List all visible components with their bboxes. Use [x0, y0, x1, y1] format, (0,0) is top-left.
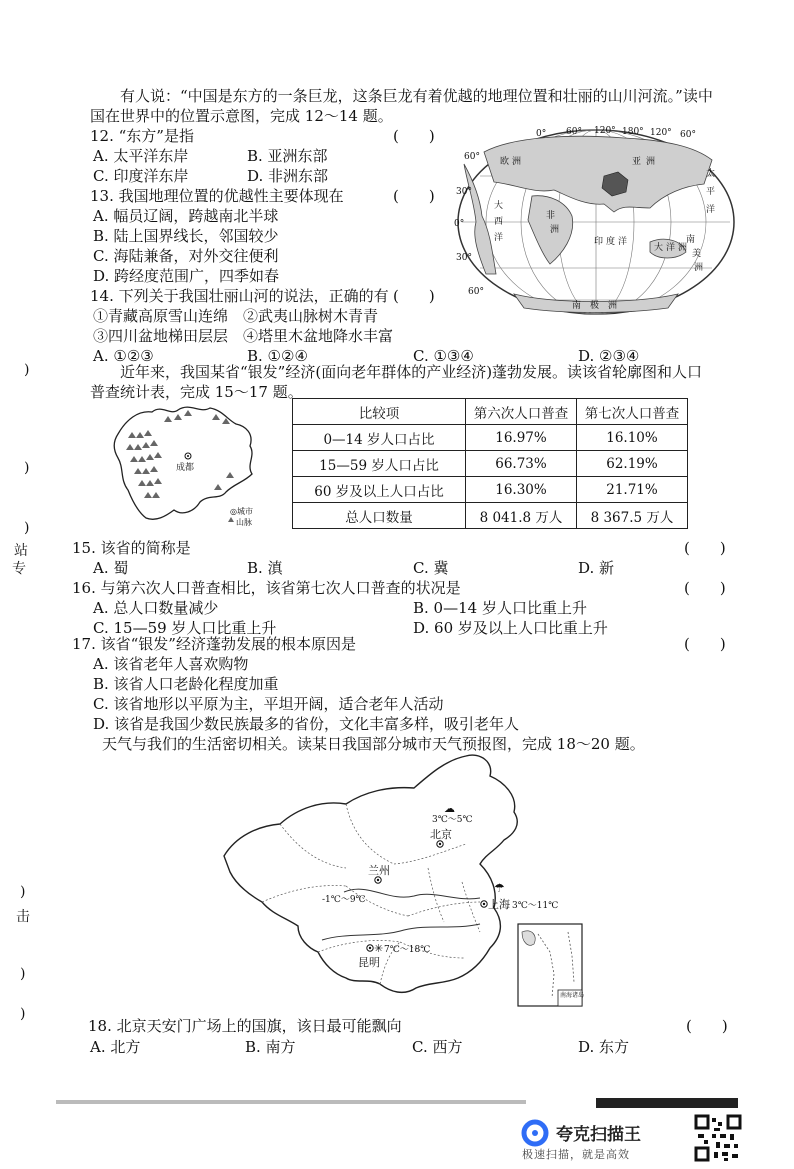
lon-label: 120° [650, 128, 672, 138]
q14-statement-3-4: ③四川盆地梯田层层 ④塔里木盆地降水丰富 [93, 327, 394, 345]
region-label: 大 [654, 243, 664, 253]
table-header-row [293, 399, 688, 425]
q15-option-d[interactable]: D. 新 [578, 559, 615, 577]
q15-option-b[interactable]: B. 滇 [247, 559, 283, 577]
q13-stem: 13. 我国地理位置的优越性主要体现在 [90, 187, 344, 205]
shanghai-temp: 3℃～11℃ [512, 901, 559, 911]
region-label: 度 [606, 237, 616, 247]
lon-label: 180° [622, 127, 644, 137]
province-outline-map [104, 398, 266, 532]
intro-paragraph-3: 天气与我们的生活密切相关。读某日我国部分城市天气预报图，完成 18～20 题。 [102, 735, 645, 753]
legend-mountain: 山脉 [236, 518, 252, 527]
q15-option-a[interactable]: A. 蜀 [93, 559, 129, 577]
region-label: 非 [546, 211, 556, 221]
chengdu-label: 成都 [176, 463, 195, 473]
q14-option-a[interactable]: A. ①②③ [93, 347, 154, 365]
inset-label: 南海诸岛 [560, 992, 585, 999]
region-label: 南 [572, 301, 582, 311]
q18-option-a[interactable]: A. 北方 [90, 1038, 141, 1056]
margin-mark: ) [20, 966, 26, 982]
lat-label: 30° [456, 187, 472, 197]
table-row [293, 477, 688, 503]
q15-stem: 15. 该省的简称是 [72, 539, 191, 557]
table-cell: 16.30% [466, 477, 577, 503]
q16-answer-blank[interactable]: ( ) [684, 579, 726, 597]
region-label: 洲 [646, 157, 656, 167]
q16-option-a[interactable]: A. 总人口数量减少 [93, 599, 219, 617]
margin-mark: ) [24, 460, 30, 476]
q13-option-b[interactable]: B. 陆上国界线长，邻国较少 [93, 227, 279, 245]
margin-mark: ) [20, 1006, 26, 1022]
table-header: 比较项 [293, 399, 466, 425]
q17-stem: 17. 该省“银发”经济蓬勃发展的根本原因是 [72, 635, 356, 653]
q16-option-c[interactable]: C. 15—59 岁人口比重上升 [93, 619, 277, 637]
region-label: 极 [590, 301, 600, 311]
legend-city: ◎城市 [230, 507, 253, 516]
kunming-label: 昆明 [358, 956, 380, 969]
table-cell: 16.10% [577, 425, 688, 451]
region-label: 洲 [550, 225, 560, 235]
region-label: 大 [494, 201, 504, 211]
table-cell: 8 367.5 万人 [577, 503, 688, 529]
table-cell: 8 041.8 万人 [466, 503, 577, 529]
region-label: 欧 [500, 157, 510, 167]
lanzhou-label: 兰州 [368, 864, 390, 877]
region-label: 西 [494, 217, 504, 227]
table-cell: 15—59 岁人口占比 [293, 451, 466, 477]
lat-label: 60° [468, 287, 484, 297]
table-row [293, 503, 688, 529]
table-cell: 21.71% [577, 477, 688, 503]
q12-option-a[interactable]: A. 太平洋东岸 [93, 147, 189, 165]
table-cell: 66.73% [466, 451, 577, 477]
margin-mark: ) [24, 520, 30, 536]
region-label: 印 [594, 237, 604, 247]
q12-option-c[interactable]: C. 印度洋东岸 [93, 167, 189, 185]
intro-paragraph-1-cont: 国在世界中的位置示意图，完成 12～14 题。 [90, 107, 393, 125]
q12-stem: 12. “东方”是指 [90, 127, 194, 145]
q18-option-c[interactable]: C. 西方 [412, 1038, 463, 1056]
margin-mark: 专 [12, 561, 26, 577]
table-cell: 16.97% [466, 425, 577, 451]
census-table [292, 398, 688, 529]
intro-paragraph-2: 近年来，我国某省“银发”经济(面向老年群体的产业经济)蓬勃发展。读该省轮廓图和人口 [120, 363, 703, 381]
lon-label: 0° [536, 129, 547, 139]
q13-option-d[interactable]: D. 跨经度范围广，四季如春 [93, 267, 280, 285]
q13-option-c[interactable]: C. 海陆兼备，对外交往便利 [93, 247, 279, 265]
table-cell: 总人口数量 [293, 503, 466, 529]
q18-option-b[interactable]: B. 南方 [245, 1038, 296, 1056]
lat-label: 0° [454, 219, 465, 229]
q14-statement-1-2: ①青藏高原雪山连绵 ②武夷山脉树木青青 [93, 307, 379, 325]
q13-answer-blank[interactable]: ( ) [393, 187, 435, 205]
table-header: 第六次人口普查 [466, 399, 577, 425]
region-label: 亚 [632, 157, 642, 167]
q14-option-b[interactable]: B. ①②④ [247, 347, 308, 365]
q18-option-d[interactable]: D. 东方 [578, 1038, 630, 1056]
shanghai-label: 上海 [488, 898, 510, 911]
q17-option-b[interactable]: B. 该省人口老龄化程度加重 [93, 675, 279, 693]
q12-option-d[interactable]: D. 非洲东部 [247, 167, 329, 185]
region-label: 洲 [694, 263, 704, 273]
table-cell: 0—14 岁人口占比 [293, 425, 466, 451]
beijing-temp: 3℃～5℃ [432, 815, 473, 825]
region-label: 太 [706, 169, 716, 179]
region-label: 洲 [608, 301, 618, 311]
q17-option-c[interactable]: C. 该省地形以平原为主，平坦开阔，适合老年人活动 [93, 695, 444, 713]
intro-paragraph-2-cont: 普查统计表，完成 15～17 题。 [90, 383, 303, 401]
region-label: 美 [692, 249, 702, 259]
region-label: 洋 [618, 237, 628, 247]
lon-label: 60° [566, 127, 582, 137]
scanner-watermark [520, 1118, 750, 1161]
margin-mark: 击 [16, 909, 30, 925]
china-weather-map [218, 752, 600, 1014]
beijing-label: 北京 [430, 828, 452, 841]
q12-answer-blank[interactable]: ( ) [393, 127, 435, 145]
region-label: 南 [686, 235, 696, 245]
intro-paragraph-1: 有人说：“中国是东方的一条巨龙，这条巨龙有着优越的地理位置和壮丽的山川河流。”读中 [120, 87, 713, 105]
q14-answer-blank[interactable]: ( ) [393, 287, 435, 305]
lat-label: 30° [456, 253, 472, 263]
sun-icon: ✳ [374, 942, 384, 955]
q18-answer-blank[interactable]: ( ) [686, 1017, 728, 1035]
q17-option-d[interactable]: D. 该省是我国少数民族最多的省份，文化丰富多样，吸引老年人 [93, 715, 520, 733]
kunming-temp: 7℃～18℃ [384, 945, 431, 955]
margin-mark: 站 [14, 543, 28, 559]
region-label: 洋 [494, 233, 504, 243]
region-label: 洋 [706, 205, 716, 215]
q15-answer-blank[interactable]: ( ) [684, 539, 726, 557]
margin-mark: ) [20, 884, 26, 900]
q14-option-c[interactable]: C. ①③④ [413, 347, 474, 365]
region-label: 平 [706, 187, 716, 197]
footer-cutoff-strip [56, 1098, 738, 1112]
region-label: 洲 [678, 243, 688, 253]
table-cell: 60 岁及以上人口占比 [293, 477, 466, 503]
q17-answer-blank[interactable]: ( ) [684, 635, 726, 653]
world-position-map [454, 124, 738, 320]
q13-option-a[interactable]: A. 幅员辽阔，跨越南北半球 [93, 207, 279, 225]
lon-label: 120° [594, 126, 616, 136]
q16-stem: 16. 与第六次人口普查相比，该省第七次人口普查的状况是 [72, 579, 461, 597]
table-row [293, 451, 688, 477]
watermark-brand: 夸克扫描王 [556, 1125, 641, 1145]
q16-option-d[interactable]: D. 60 岁及以上人口比重上升 [413, 619, 608, 637]
q15-option-c[interactable]: C. 冀 [413, 559, 449, 577]
q14-option-d[interactable]: D. ②③④ [578, 347, 640, 365]
table-header: 第七次人口普查 [577, 399, 688, 425]
q17-option-a[interactable]: A. 该省老年人喜欢购物 [93, 655, 249, 673]
lon-label: 60° [680, 130, 696, 140]
q14-stem: 14. 下列关于我国壮丽山河的说法，正确的有 [90, 287, 389, 305]
q18-stem: 18. 北京天安门广场上的国旗，该日最可能飘向 [88, 1017, 402, 1035]
q16-option-b[interactable]: B. 0—14 岁人口比重上升 [413, 599, 587, 617]
lat-label: 60° [464, 152, 480, 162]
qr-code-icon [694, 1114, 742, 1162]
margin-mark: ) [24, 362, 30, 378]
scanner-logo-icon [520, 1118, 550, 1148]
table-cell: 62.19% [577, 451, 688, 477]
rain-cloud-icon: ☂ [494, 881, 505, 895]
watermark-slogan: 极速扫描，就是高效 [522, 1148, 630, 1161]
region-label: 洋 [666, 243, 676, 253]
lanzhou-temp: -1℃～9℃ [322, 895, 366, 905]
cloud-icon: ☁ [444, 802, 455, 815]
region-label: 洲 [512, 157, 522, 167]
table-row [293, 425, 688, 451]
q12-option-b[interactable]: B. 亚洲东部 [247, 147, 328, 165]
